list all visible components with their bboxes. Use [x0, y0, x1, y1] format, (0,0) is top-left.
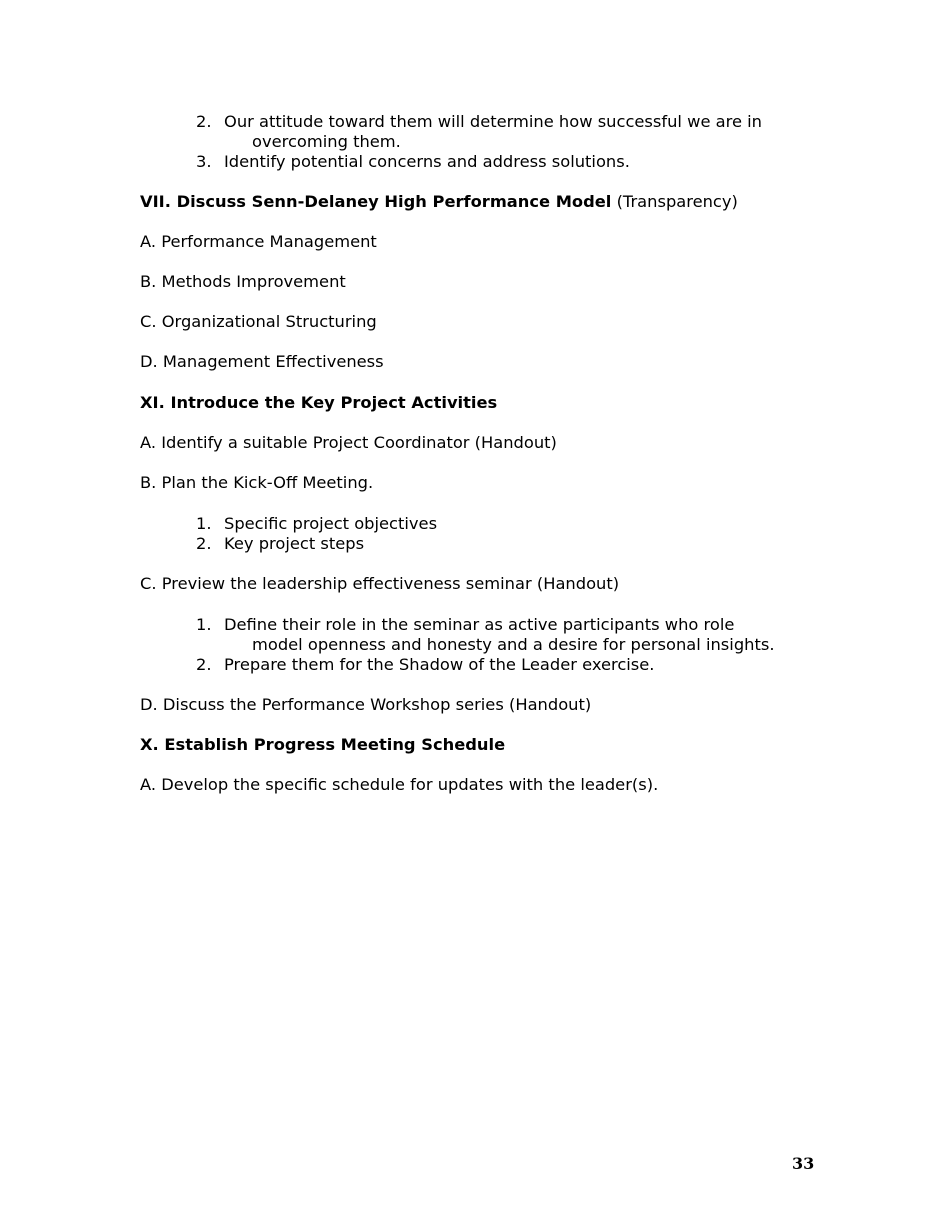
list-number: 2.	[196, 112, 212, 131]
list-item-text: Key project steps	[224, 534, 365, 553]
section-xi-item-c: C. Preview the leadership effectiveness seminar (Handout)	[140, 574, 620, 593]
section-xi-heading: XI. Introduce the Key Project Activities	[140, 393, 498, 412]
section-x-heading: X. Establish Progress Meeting Schedule	[140, 735, 506, 754]
list-number: 1.	[196, 514, 212, 533]
list-item-text-continued: overcoming them.	[252, 132, 401, 151]
section-vii-item-b: B. Methods Improvement	[140, 272, 346, 291]
section-xi-item-d: D. Discuss the Performance Workshop series (Handout)	[140, 695, 592, 714]
list-item-text: Identify potential concerns and address solutions.	[224, 152, 630, 171]
list-item-text: Prepare them for the Shadow of the Leader exercise.	[224, 655, 655, 674]
list-number: 2.	[196, 534, 212, 553]
page-number: 33	[792, 1154, 815, 1173]
list-item-text-continued: model openness and honesty and a desire for personal insights.	[252, 635, 775, 654]
section-xi-item-a: A. Identify a suitable Project Coordinator (Handout)	[140, 433, 557, 452]
section-vii-heading: VII. Discuss Senn-Delaney High Performance Model	[140, 192, 612, 211]
section-vii-note: (Transparency)	[616, 192, 738, 211]
section-x-item-a: A. Develop the specific schedule for updates with the leader(s).	[140, 775, 659, 794]
section-vii-item-c: C. Organizational Structuring	[140, 312, 377, 331]
list-item-text: Our attitude toward them will determine how successful we are in	[224, 112, 762, 131]
section-vii-item-a: A. Performance Management	[140, 232, 377, 251]
list-number: 1.	[196, 615, 212, 634]
list-item-text: Define their role in the seminar as active participants who role	[224, 615, 735, 634]
section-vii-heading-line	[140, 192, 738, 212]
list-item-text: Specific project objectives	[224, 514, 438, 533]
list-number: 3.	[196, 152, 212, 171]
section-vii-item-d: D. Management Effectiveness	[140, 352, 384, 371]
list-number: 2.	[196, 655, 212, 674]
section-xi-item-b: B. Plan the Kick-Off Meeting.	[140, 473, 374, 492]
